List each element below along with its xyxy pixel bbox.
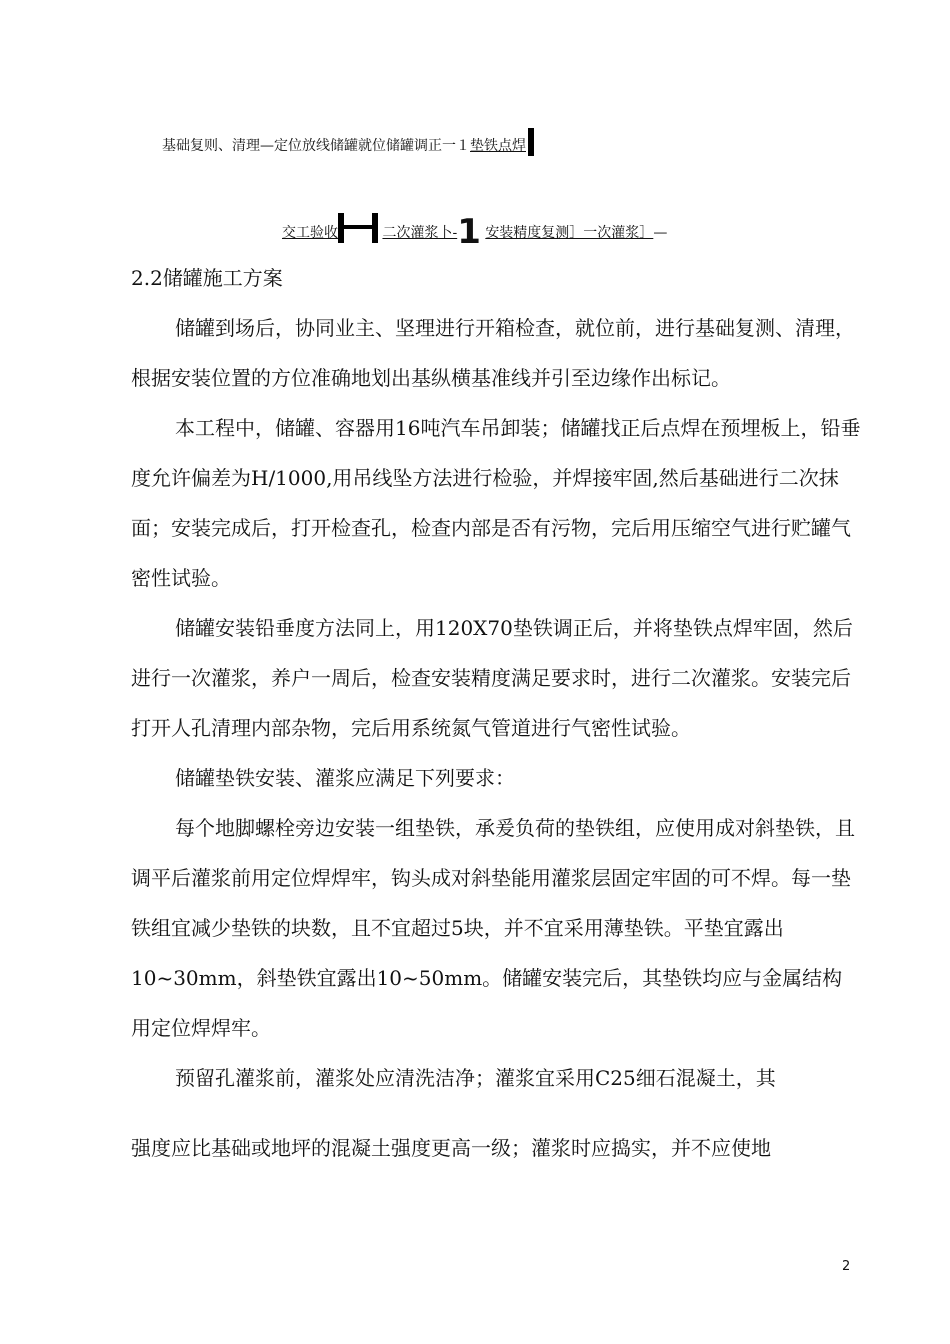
paragraph: 储罐到场后，协同业主、坚理进行开箱检查，就位前，进行基础复测、清理，根据安装位置的方位准确地划出基纵横基准线并引至边缘作出标记。 — [131, 316, 855, 390]
paragraph: 每个地脚螺栓旁边安装一组垫铁，承爰负荷的垫铁组，应使用成对斜垫铁，且调平后灌浆前用定位焊焊牢，钩头成对斜垫能用灌浆层固定牢固的可不焊。每一垫铁组宜减少垫铁的块数，且不宜超过5块，并不宜采用薄垫铁。平垫宜露出10~30mm，斜垫铁宜露出10~50mm。储罐安装完后，其垫铁均应与金属结构用定位焊焊牢。 — [131, 816, 855, 1040]
section-heading: 2.2储罐施工方案 — [131, 266, 283, 290]
flow-line-2-part2: 二次灌浆卜- — [382, 225, 458, 241]
flow-line-2 — [282, 212, 667, 252]
flow-bar-mark — [528, 128, 534, 156]
paragraph: 强度应比基础或地坪的混凝土强度更高一级；灌浆时应捣实，并不应使地 — [131, 1136, 771, 1160]
flow-dash-mark — [344, 225, 372, 229]
paragraph: 预留孔灌浆前，灌浆处应清洗洁净；灌浆宜采用C25细石混凝土，其 — [175, 1066, 776, 1090]
flow-bar-mark — [372, 213, 378, 243]
paragraph: 储罐垫铁安装、灌浆应满足下列要求： — [175, 766, 515, 790]
flow-line-2-big: 1 — [457, 212, 481, 252]
flow-line-1-underlined: 垫铁点焊 — [470, 138, 526, 154]
paragraph: 本工程中，储罐、容器用16吨汽车吊卸装；储罐找正后点焊在预埋板上，铅垂度允许偏差为H/1000,用吊线坠方法进行检验，并焊接牢固,然后基础进行二次抹面；安装完成后，打开检查孔，检查内部是否有污物，完后用压缩空气进行贮罐气密性试验。 — [131, 416, 861, 590]
body-text — [131, 303, 861, 1173]
flow-line-2-end: — — [653, 225, 668, 241]
flow-line-1-text: 基础复则、清理—定位放线储罐就位储罐调正一１ — [162, 138, 470, 154]
page-number: 2 — [842, 1259, 851, 1274]
flow-line-1 — [162, 128, 534, 156]
flow-line-2-part1: 交工验收 — [282, 225, 338, 241]
paragraph: 储罐安装铅垂度方法同上，用120X70垫铁调正后，并将垫铁点焊牢固，然后进行一次灌浆，养户一周后，检查安装精度满足要求时，进行二次灌浆。安装完后打开人孔清理内部杂物，完后用系统氮气管道进行气密性试验。 — [131, 616, 853, 740]
flow-line-2-part3: 安装精度复测］一次灌浆］ — [485, 225, 654, 241]
